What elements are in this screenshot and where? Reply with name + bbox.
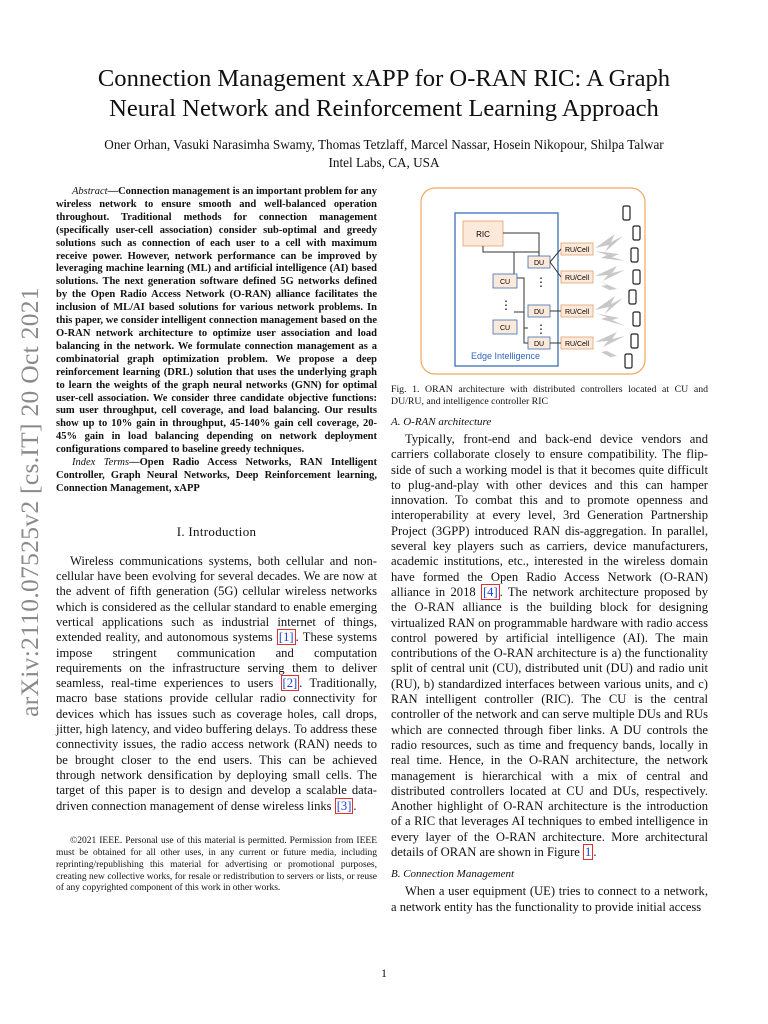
rucell-label-3: RU/Cell bbox=[564, 309, 590, 316]
rucell-label-1: RU/Cell bbox=[564, 247, 590, 254]
du-ellipsis-1: ⋮ bbox=[535, 275, 547, 289]
du-label-2: DU bbox=[533, 309, 545, 316]
citation-link-1[interactable]: [1] bbox=[278, 630, 294, 645]
intro-text-1: Wireless communications systems, both cellular and non-cellular have been evolving for several decades. We are now at the advent of fifth generation (5G) cellular wireless networks which is considered as the cellular standard to enable emerging vertical applications such as industrial internet of things, extended reality, and autonomous systems bbox=[56, 553, 377, 645]
citation-link-4[interactable]: [4] bbox=[482, 584, 498, 599]
left-column bbox=[56, 186, 377, 895]
abstract-label: Abstract bbox=[72, 186, 108, 197]
intro-text-3: . Traditionally, macro base stations provide cellular radio connectivity for devices which has issues such as coverage holes, call drops, jitter, high latency, and video buffering delays. To address these connectivity issues, the radio access network (RAN) needs to be brought closer to the end users. This can be achieved through network densification by deploying small cells. The target of this paper is to design and develop a scalable data-driven connection management of dense wireless links bbox=[56, 676, 377, 813]
author-block bbox=[0, 136, 768, 172]
index-terms bbox=[56, 457, 377, 496]
du-label-1: DU bbox=[533, 260, 545, 267]
index-terms-label: Index Terms bbox=[72, 457, 130, 469]
cu-label-top: CU bbox=[499, 279, 511, 286]
user-device-icons bbox=[623, 206, 640, 368]
du-ellipsis-2: ⋮ bbox=[535, 322, 547, 336]
rucell-label-2: RU/Cell bbox=[564, 275, 590, 282]
index-terms-text: —Open Radio Access Networks, RAN Intelligent Controller, Graph Neural Networks, Deep Reinforcement learning, Connection Management, xAPP bbox=[56, 457, 377, 494]
page-number: 1 bbox=[381, 966, 387, 980]
intro-text-2: . These systems impose stringent communication and computation requirements on the infrastructure serving them to deliver seamless, real-time experiences to users bbox=[56, 630, 377, 691]
rucell-label-4: RU/Cell bbox=[564, 341, 590, 348]
cu-label-bottom: CU bbox=[499, 325, 511, 332]
affiliation: Intel Labs, CA, USA bbox=[328, 155, 440, 170]
citation-link-3[interactable]: [3] bbox=[336, 798, 352, 813]
edge-intelligence-label: Edge Intelligence bbox=[471, 351, 541, 361]
arxiv-identifier: arXiv:2110.07525v2 [cs.IT] 20 Oct 2021 bbox=[15, 287, 44, 717]
wireless-signal-icons bbox=[595, 234, 625, 364]
oran-paragraph bbox=[391, 432, 708, 860]
abstract-text: —Connection management is an important problem for any wireless network to ensure smooth and well-balanced operation throughout. Traditional methods for connection management (specifically user-cell association) consider sub-optimal and greedy solutions such as connection of each user to a cell with maximum receive power. However, network performance can be improved by leveraging machine learning (ML) and artificial intelligence (AI) based solutions. The next generation software defined 5G networks defined by the Open Radio Access Network (O-RAN) alliance facilitates the inclusion of ML/AI based solutions for various network problems. In this paper, we consider intelligent connection management based on the O-RAN network architecture to optimize user association and load balancing in the network. We formulate connection management as a combinatorial graph optimization problem. We propose a deep reinforcement learning (DRL) solution that uses the underlying graph to learn the weights of the graph neural networks (GNN) for optimal user-cell association. We consider three candidate objective functions: sum user throughput, cell coverage, and load balancing. Our results show up to 10% gain in throughput, 45-140% gain cell coverage, 20-45% gain in load balancing depending on network deployment configurations compared to baseline greedy techniques. bbox=[56, 186, 377, 456]
paper-title: Connection Management xAPP for O-RAN RIC: A Graph Neural Network and Reinforcement Learning Approach bbox=[97, 65, 671, 122]
figure-caption: Fig. 1. ORAN architecture with distributed controllers located at CU and DU/RU, and intelligence controller RIC bbox=[391, 384, 708, 407]
author-list: Oner Orhan, Vasuki Narasimha Swamy, Thomas Tetzlaff, Marcel Nassar, Hosein Nikopour, Shilpa Talwar bbox=[104, 137, 664, 152]
figure-oran-architecture bbox=[419, 186, 647, 376]
cu-ellipsis: ⋮ bbox=[500, 298, 512, 312]
arxiv-sidebar-stamp bbox=[10, 282, 50, 722]
du-label-3: DU bbox=[533, 341, 545, 348]
abstract bbox=[56, 186, 377, 457]
intro-text-4: . bbox=[353, 798, 357, 813]
ric-label: RIC bbox=[476, 230, 490, 239]
section-heading-introduction: I. Introduction bbox=[176, 523, 257, 539]
intro-paragraph bbox=[56, 554, 377, 814]
copyright-notice: ©2021 IEEE. Personal use of this material is permitted. Permission from IEEE must be obtained for all other uses, in any current or future media, including reprinting/republishing this material for advertising or promotional purposes, creating new collective works, for resale or redistribution to servers or lists, or reuse of any copyrighted component of this work in other works. bbox=[56, 835, 377, 894]
oran-text-1: Typically, front-end and back-end device vendors and carriers collaborate closely to ensure compatibility. The flip-side of such a working model is that it becomes quite difficult to plug-and-play with other devices and this can hamper innovation. To combat this and to promote openness and interoperability at every level, 3rd Generation Partnership Project (3GPP) introduced RAN dis-aggregation. In parallel, several key players such as carriers, device manufacturers, academic institutions, etc., interested in the wireless domain have formed the Open Radio Access Network (O-RAN) alliance in 2018 bbox=[391, 432, 708, 599]
subsection-heading-oran: A. O-RAN architecture bbox=[391, 416, 492, 428]
oran-text-3: . bbox=[593, 845, 597, 860]
subsection-heading-connection-management: B. Connection Management bbox=[391, 868, 515, 881]
oran-diagram bbox=[419, 186, 647, 376]
right-column bbox=[391, 186, 708, 915]
citation-link-2[interactable]: [2] bbox=[282, 676, 298, 691]
connection-management-paragraph: When a user equipment (UE) tries to connect to a network, a network entity has the functionality to provide initial access bbox=[391, 884, 708, 914]
oran-text-2: . The network architecture proposed by the O-RAN alliance is the building block for designing virtualized RAN on programmable hardware with radio access control powered by artificial intelligence (AI). The main contributions of the O-RAN architecture is a) the functionality split of central unit (CU), distributed unit (DU) and radio unit (RU), b) standardized interfaces between various units, and c) RAN intelligent controller (RIC). The CU is the central controller of the network and can serve multiple DUs and RUs which are connected through fiber links. A DU controls the radio resources, such as time and frequency bands, locally in real time. Hence, in the O-RAN architecture, the network management is hierarchical with a mix of central and distributed controllers located at CU and DUs, respectively. Another highlight of O-RAN architecture is the introduction of a RIC that leverages AI techniques to embed intelligence in every layer of the O-RAN architecture. More architectural details of ORAN are shown in Figure bbox=[391, 584, 708, 860]
du-ru-links bbox=[550, 249, 561, 343]
figure-reference-link[interactable]: 1 bbox=[585, 845, 592, 860]
